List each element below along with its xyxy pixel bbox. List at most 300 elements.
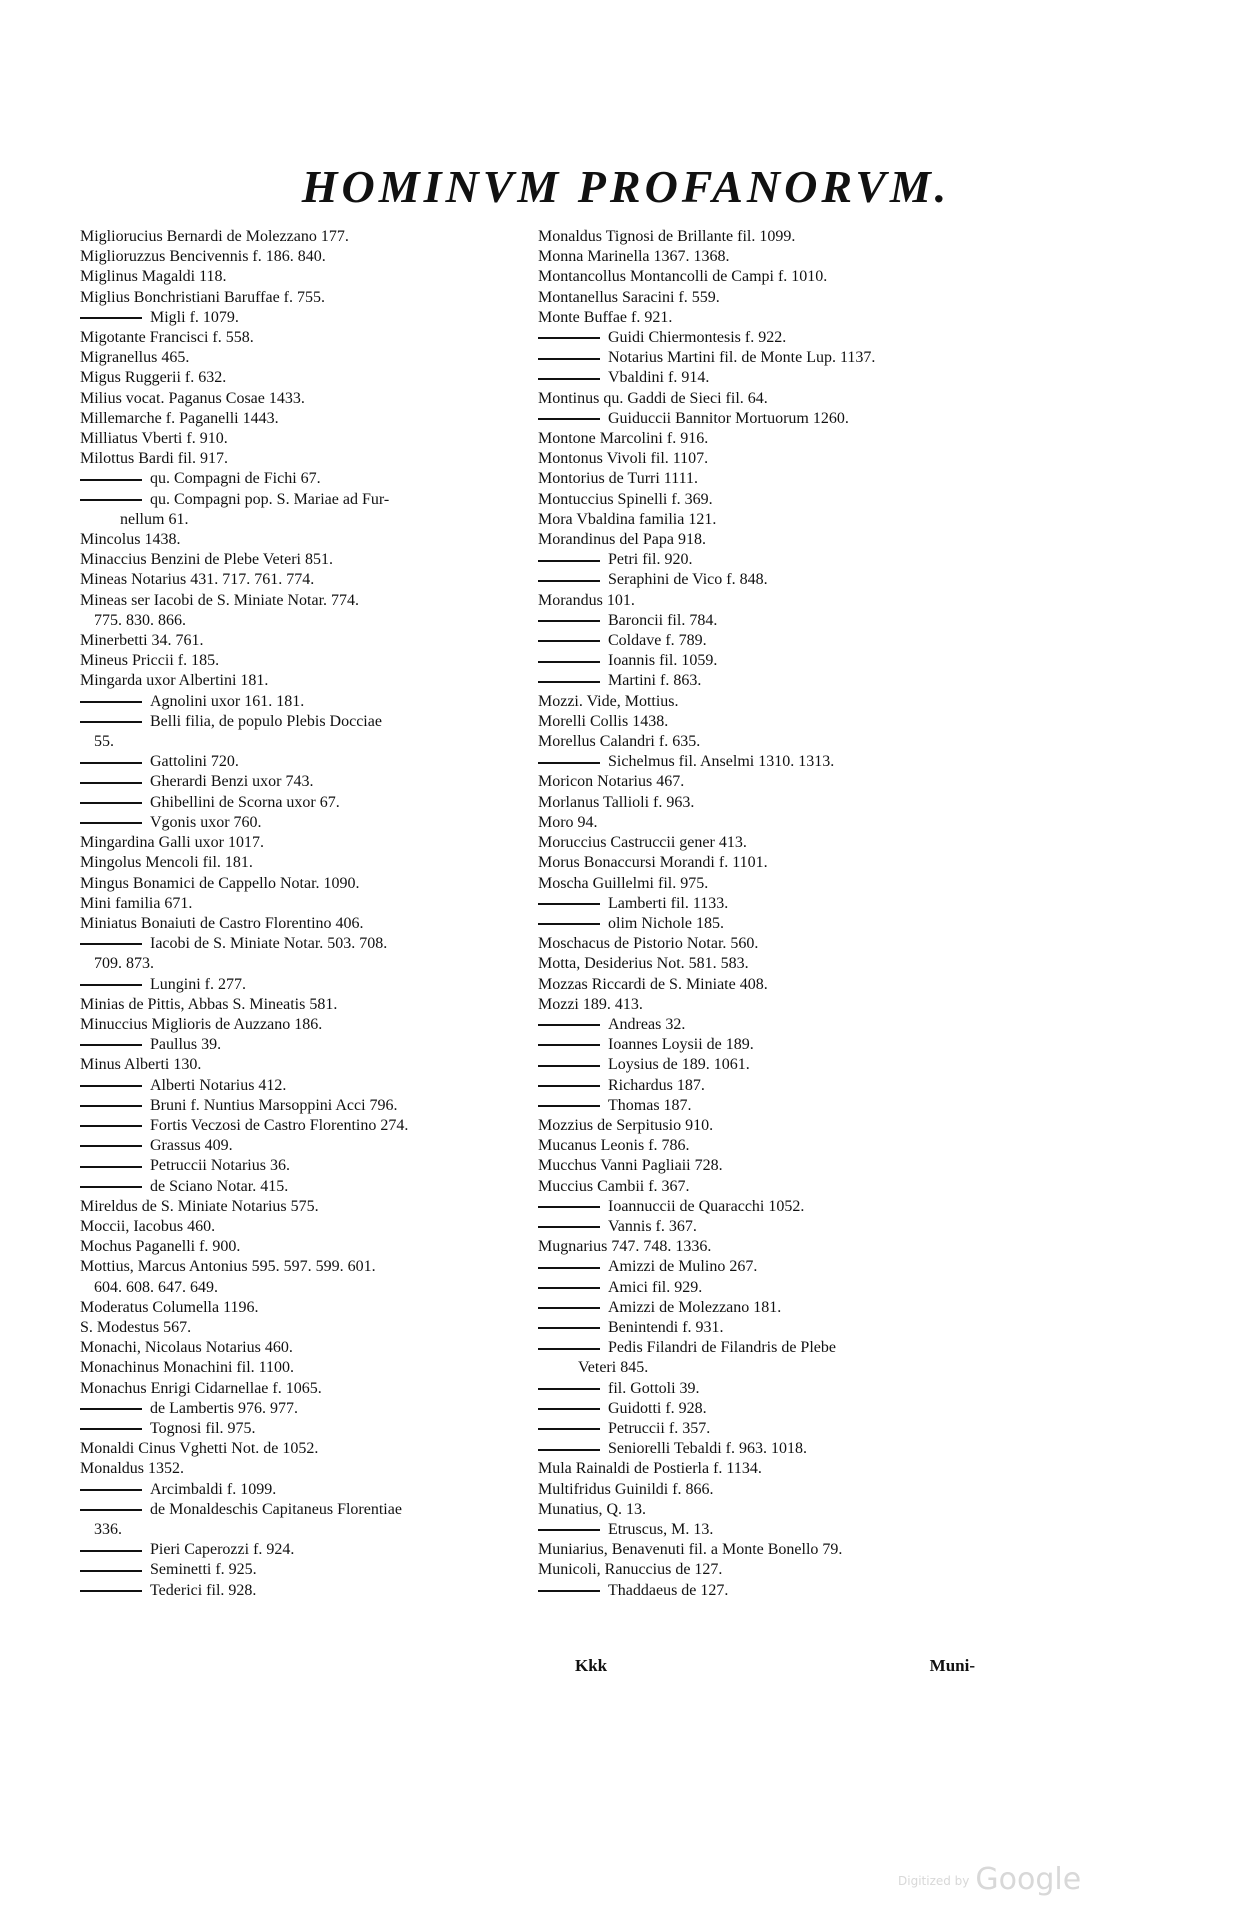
ditto-dash xyxy=(538,1206,600,1208)
index-entry xyxy=(538,1136,983,1156)
index-entry xyxy=(80,1035,520,1055)
index-entry xyxy=(538,227,983,247)
index-entry xyxy=(538,995,983,1015)
entry-text: Migus Ruggerii f. 632. xyxy=(80,369,227,387)
entry-text: Mineas Notarius 431. 717. 761. 774. xyxy=(80,571,315,589)
index-entry xyxy=(538,1379,983,1399)
index-entry xyxy=(80,1540,520,1560)
entry-text: Andreas 32. xyxy=(608,1015,686,1033)
entry-text: Munatius, Q. 13. xyxy=(538,1500,646,1518)
entry-text: Montonus Vivoli fil. 1107. xyxy=(538,450,709,468)
page-footer xyxy=(575,1656,975,1682)
ditto-dash xyxy=(80,701,142,703)
ditto-dash xyxy=(80,1125,142,1127)
ditto-dash xyxy=(538,1105,600,1107)
index-entry xyxy=(80,247,520,267)
index-entry xyxy=(538,510,983,530)
index-entry xyxy=(80,510,520,530)
index-entry xyxy=(80,1197,520,1217)
entry-text: Monaldus Tignosi de Brillante fil. 1099. xyxy=(538,228,796,245)
entry-text: Veteri 845. xyxy=(578,1359,649,1377)
entry-text: Mozzius de Serpitusio 910. xyxy=(538,1116,714,1134)
entry-text: Vannis f. 367. xyxy=(608,1217,697,1235)
entry-text: Bruni f. Nuntius Marsoppini Acci 796. xyxy=(150,1096,398,1114)
ditto-dash xyxy=(538,418,600,420)
entry-text: Mini familia 671. xyxy=(80,894,193,912)
index-entry xyxy=(538,288,983,308)
entry-text: Migranellus 465. xyxy=(80,349,190,367)
index-entry xyxy=(538,1540,983,1560)
index-entry xyxy=(538,914,983,934)
entry-text: Ioannuccii de Quaracchi 1052. xyxy=(608,1197,805,1215)
index-entry xyxy=(80,1318,520,1338)
index-entry xyxy=(80,793,520,813)
index-entry xyxy=(538,1399,983,1419)
watermark-prefix: Digitized by xyxy=(898,1873,970,1888)
entry-text: Miglius Bonchristiani Baruffae f. 755. xyxy=(80,288,325,306)
entry-text: Morandinus del Papa 918. xyxy=(538,531,706,549)
ditto-dash xyxy=(538,1287,600,1289)
index-entry xyxy=(80,894,520,914)
ditto-dash xyxy=(80,1408,142,1410)
entry-text: Sichelmus fil. Anselmi 1310. 1313. xyxy=(608,753,835,771)
index-entry xyxy=(538,1480,983,1500)
index-entry xyxy=(80,1096,520,1116)
entry-text: Monachus Enrigi Cidarnellae f. 1065. xyxy=(80,1379,322,1397)
index-entry xyxy=(80,1419,520,1439)
entry-text: Mingarda uxor Albertini 181. xyxy=(80,672,269,690)
entry-text: Mingolus Mencoli fil. 181. xyxy=(80,854,253,872)
ditto-dash xyxy=(538,1044,600,1046)
index-entry xyxy=(538,1096,983,1116)
entry-text: Milottus Bardi fil. 917. xyxy=(80,450,228,468)
entry-text: Amizzi de Molezzano 181. xyxy=(608,1298,782,1316)
index-entry xyxy=(538,1419,983,1439)
ditto-dash xyxy=(538,1408,600,1410)
entry-text: Monaldus 1352. xyxy=(80,1460,184,1478)
index-entry xyxy=(80,591,520,611)
index-entry xyxy=(80,1136,520,1156)
index-entry xyxy=(80,1217,520,1237)
ditto-dash xyxy=(80,1085,142,1087)
entry-text: Fortis Veczosi de Castro Florentino 274. xyxy=(150,1116,409,1134)
index-entry xyxy=(80,934,520,954)
entry-text: Gattolini 720. xyxy=(150,753,239,771)
entry-text: Thaddaeus de 127. xyxy=(608,1581,729,1599)
index-entry xyxy=(538,954,983,974)
entry-text: Minerbetti 34. 761. xyxy=(80,632,204,650)
index-entry xyxy=(538,1237,983,1257)
entry-text: Mucchus Vanni Pagliaii 728. xyxy=(538,1157,723,1175)
index-entry xyxy=(538,1116,983,1136)
index-entry xyxy=(538,793,983,813)
index-entry xyxy=(538,853,983,873)
entry-text: Montuccius Spinelli f. 369. xyxy=(538,490,713,508)
entry-text: Motta, Desiderius Not. 581. 583. xyxy=(538,955,749,973)
ditto-dash xyxy=(80,822,142,824)
index-entry xyxy=(80,308,520,328)
index-entry xyxy=(538,591,983,611)
index-entry xyxy=(80,1480,520,1500)
entry-text: Thomas 187. xyxy=(608,1096,692,1114)
entry-text: de Monaldeschis Capitaneus Florentiae xyxy=(150,1500,402,1518)
index-entry xyxy=(80,732,520,752)
ditto-dash xyxy=(538,1267,600,1269)
index-entry xyxy=(80,530,520,550)
ditto-dash xyxy=(538,620,600,622)
entry-text: Petruccii Notarius 36. xyxy=(150,1157,290,1175)
entry-text: Minus Alberti 130. xyxy=(80,1056,202,1074)
ditto-dash xyxy=(80,1509,142,1511)
index-entry xyxy=(80,368,520,388)
index-entry xyxy=(80,975,520,995)
entry-text: de Sciano Notar. 415. xyxy=(150,1177,289,1195)
ditto-dash xyxy=(80,1428,142,1430)
entry-text: Amizzi de Mulino 267. xyxy=(608,1258,758,1276)
entry-text: Lungini f. 277. xyxy=(150,975,246,993)
entry-text: Muniarius, Benavenuti fil. a Monte Bonello 79. xyxy=(538,1541,843,1559)
index-entry xyxy=(538,308,983,328)
entry-text: Migli f. 1079. xyxy=(150,308,239,326)
entry-text: Paullus 39. xyxy=(150,1036,222,1054)
entry-text: 604. 608. 647. 649. xyxy=(94,1278,218,1296)
entry-text: Monachinus Monachini fil. 1100. xyxy=(80,1359,295,1377)
entry-text: Morus Bonaccursi Morandi f. 1101. xyxy=(538,854,768,872)
entry-text: Morellus Calandri f. 635. xyxy=(538,733,701,751)
ditto-dash xyxy=(538,1085,600,1087)
index-entry xyxy=(538,247,983,267)
entry-text: Tognosi fil. 975. xyxy=(150,1419,256,1437)
entry-text: qu. Compagni de Fichi 67. xyxy=(150,470,321,488)
index-entry xyxy=(538,1055,983,1075)
entry-text: Richardus 187. xyxy=(608,1076,705,1094)
index-entry xyxy=(538,1156,983,1176)
entry-text: Guiduccii Bannitor Mortuorum 1260. xyxy=(608,409,849,427)
index-entry xyxy=(538,469,983,489)
ditto-dash xyxy=(538,640,600,642)
index-entry xyxy=(538,1358,983,1378)
entry-text: 336. xyxy=(94,1521,122,1538)
entry-text: Ioannis fil. 1059. xyxy=(608,652,718,670)
index-entry xyxy=(538,1217,983,1237)
index-entry xyxy=(80,429,520,449)
entry-text: 55. xyxy=(94,733,114,751)
entry-text: Muccius Cambii f. 367. xyxy=(538,1177,690,1195)
entry-text: Montinus qu. Gaddi de Sieci fil. 64. xyxy=(538,389,768,407)
entry-text: Morlanus Tallioli f. 963. xyxy=(538,793,695,811)
ditto-dash xyxy=(538,903,600,905)
index-entry xyxy=(80,1156,520,1176)
ditto-dash xyxy=(538,1065,600,1067)
index-entry xyxy=(80,954,520,974)
entry-text: Pedis Filandri de Filandris de Plebe xyxy=(608,1339,836,1357)
index-entry xyxy=(538,651,983,671)
entry-text: de Lambertis 976. 977. xyxy=(150,1399,298,1417)
entry-text: Montone Marcolini f. 916. xyxy=(538,430,709,448)
entry-text: 775. 830. 866. xyxy=(94,611,186,629)
index-entry xyxy=(538,1177,983,1197)
ditto-dash xyxy=(80,479,142,481)
index-entry xyxy=(80,1399,520,1419)
ditto-dash xyxy=(538,1226,600,1228)
index-entry xyxy=(538,1439,983,1459)
index-entry xyxy=(538,611,983,631)
ditto-dash xyxy=(538,1449,600,1451)
index-entry xyxy=(80,813,520,833)
entry-text: S. Modestus 567. xyxy=(80,1318,192,1336)
index-entry xyxy=(80,833,520,853)
ditto-dash xyxy=(538,560,600,562)
entry-text: Mineus Priccii f. 185. xyxy=(80,652,220,670)
index-entry xyxy=(538,813,983,833)
index-entry xyxy=(80,328,520,348)
entry-text: Monaldi Cinus Vghetti Not. de 1052. xyxy=(80,1440,319,1458)
index-entry xyxy=(538,1298,983,1318)
entry-text: Moruccius Castruccii gener 413. xyxy=(538,834,747,852)
ditto-dash xyxy=(538,1327,600,1329)
index-entry xyxy=(538,712,983,732)
ditto-dash xyxy=(80,1105,142,1107)
index-entry xyxy=(80,490,520,510)
ditto-dash xyxy=(80,802,142,804)
index-entry xyxy=(538,1278,983,1298)
index-entry xyxy=(80,1500,520,1520)
index-entry xyxy=(538,1257,983,1277)
index-entry xyxy=(80,752,520,772)
ditto-dash xyxy=(538,1024,600,1026)
index-entry xyxy=(538,1560,983,1580)
entry-text: Seniorelli Tebaldi f. 963. 1018. xyxy=(608,1440,807,1458)
entry-text: Moro 94. xyxy=(538,813,598,831)
ditto-dash xyxy=(538,923,600,925)
index-entry xyxy=(80,1177,520,1197)
entry-text: Minuccius Miglioris de Auzzano 186. xyxy=(80,1015,323,1033)
entry-text: Minaccius Benzini de Plebe Veteri 851. xyxy=(80,551,333,569)
index-entry xyxy=(80,772,520,792)
index-entry xyxy=(538,1500,983,1520)
entry-text: Moccii, Iacobus 460. xyxy=(80,1217,216,1235)
index-entry xyxy=(538,328,983,348)
index-entry xyxy=(538,732,983,752)
index-entry xyxy=(538,368,983,388)
entry-text: Mozzi 189. 413. xyxy=(538,995,643,1013)
index-entry xyxy=(80,288,520,308)
entry-text: Moscha Guillelmi fil. 975. xyxy=(538,874,709,892)
index-entry xyxy=(80,1358,520,1378)
ditto-dash xyxy=(80,943,142,945)
index-entry xyxy=(80,712,520,732)
index-entry xyxy=(538,1520,983,1540)
index-entry xyxy=(80,550,520,570)
ditto-dash xyxy=(80,1044,142,1046)
index-entry xyxy=(80,570,520,590)
entry-text: Arcimbaldi f. 1099. xyxy=(150,1480,277,1498)
ditto-dash xyxy=(538,378,600,380)
index-entry xyxy=(80,1116,520,1136)
index-entry xyxy=(538,409,983,429)
index-entry xyxy=(80,389,520,409)
index-entry xyxy=(538,530,983,550)
index-entry xyxy=(80,853,520,873)
index-entry xyxy=(80,692,520,712)
ditto-dash xyxy=(538,1590,600,1592)
entry-text: Montanellus Saracini f. 559. xyxy=(538,288,720,306)
index-entry xyxy=(80,611,520,631)
index-entry xyxy=(80,1237,520,1257)
entry-text: Milius vocat. Paganus Cosae 1433. xyxy=(80,389,305,407)
index-entry xyxy=(538,267,983,287)
index-entry xyxy=(80,874,520,894)
index-entry xyxy=(538,429,983,449)
entry-text: Moderatus Columella 1196. xyxy=(80,1298,259,1316)
ditto-dash xyxy=(538,580,600,582)
index-entry xyxy=(538,1459,983,1479)
index-entry xyxy=(538,1581,983,1601)
index-entry xyxy=(538,631,983,651)
index-entry xyxy=(538,1035,983,1055)
right-column xyxy=(538,227,983,1601)
index-entry xyxy=(538,934,983,954)
entry-text: Ioannes Loysii de 189. xyxy=(608,1036,754,1054)
index-entry xyxy=(538,894,983,914)
entry-text: 709. 873. xyxy=(94,955,154,973)
ditto-dash xyxy=(80,984,142,986)
index-entry xyxy=(80,914,520,934)
entry-text: Agnolini uxor 161. 181. xyxy=(150,692,305,710)
index-entry xyxy=(538,975,983,995)
entry-text: Baroncii fil. 784. xyxy=(608,611,718,629)
ditto-dash xyxy=(80,317,142,319)
ditto-dash xyxy=(538,1529,600,1531)
entry-text: Gherardi Benzi uxor 743. xyxy=(150,773,314,791)
index-entry xyxy=(538,389,983,409)
entry-text: Miniatus Bonaiuti de Castro Florentino 406. xyxy=(80,914,364,932)
ditto-dash xyxy=(538,681,600,683)
entry-text: Mincolus 1438. xyxy=(80,531,181,549)
entry-text: Seminetti f. 925. xyxy=(150,1561,257,1579)
index-entry xyxy=(538,1197,983,1217)
ditto-dash xyxy=(80,1550,142,1552)
index-entry xyxy=(538,1318,983,1338)
index-entry xyxy=(538,490,983,510)
index-entry xyxy=(538,692,983,712)
index-entry xyxy=(80,995,520,1015)
entry-text: fil. Gottoli 39. xyxy=(608,1379,700,1397)
entry-text: Ghibellini de Scorna uxor 67. xyxy=(150,793,340,811)
index-entry xyxy=(80,1459,520,1479)
ditto-dash xyxy=(80,762,142,764)
entry-text: qu. Compagni pop. S. Mariae ad Fur- xyxy=(150,490,390,508)
entry-text: Miglioruzzus Bencivennis f. 186. 840. xyxy=(80,248,326,266)
entry-text: Migotante Francisci f. 558. xyxy=(80,329,254,347)
entry-text: Municoli, Ranuccius de 127. xyxy=(538,1561,723,1579)
entry-text: Mora Vbaldina familia 121. xyxy=(538,510,717,528)
entry-text: Belli filia, de populo Plebis Docciae xyxy=(150,712,382,730)
entry-text: Moricon Notarius 467. xyxy=(538,773,685,791)
entry-text: Mineas ser Iacobi de S. Miniate Notar. 774. xyxy=(80,591,360,609)
entry-text: Petri fil. 920. xyxy=(608,551,693,569)
entry-text: Coldave f. 789. xyxy=(608,632,707,650)
catchword: Muni- xyxy=(929,1656,975,1675)
index-entry xyxy=(80,469,520,489)
index-entry xyxy=(80,348,520,368)
entry-text: Montorius de Turri 1111. xyxy=(538,470,699,488)
entry-text: Multifridus Guinildi f. 866. xyxy=(538,1480,714,1498)
entry-text: Morandus 101. xyxy=(538,591,635,609)
index-entry xyxy=(80,1278,520,1298)
index-entry xyxy=(80,409,520,429)
index-entry xyxy=(80,227,520,247)
entry-text: Amici fil. 929. xyxy=(608,1278,703,1296)
entry-text: Lamberti fil. 1133. xyxy=(608,894,729,912)
index-entry xyxy=(80,1379,520,1399)
entry-text: Martini f. 863. xyxy=(608,672,702,690)
entry-text: Tederici fil. 928. xyxy=(150,1581,257,1599)
entry-text: Iacobi de S. Miniate Notar. 503. 708. xyxy=(150,935,388,953)
ditto-dash xyxy=(538,337,600,339)
index-entry xyxy=(80,1560,520,1580)
index-entry xyxy=(538,550,983,570)
entry-text: nellum 61. xyxy=(120,510,189,528)
index-entry xyxy=(80,631,520,651)
index-entry xyxy=(538,348,983,368)
entry-text: Notarius Martini fil. de Monte Lup. 1137. xyxy=(608,349,876,367)
index-entry xyxy=(538,1338,983,1358)
index-entry xyxy=(80,651,520,671)
ditto-dash xyxy=(538,358,600,360)
ditto-dash xyxy=(80,1590,142,1592)
ditto-dash xyxy=(538,661,600,663)
ditto-dash xyxy=(80,1145,142,1147)
index-entry xyxy=(538,752,983,772)
ditto-dash xyxy=(538,1348,600,1350)
index-entry xyxy=(80,1055,520,1075)
signature-mark: Kkk xyxy=(575,1656,608,1675)
index-entry xyxy=(80,449,520,469)
ditto-dash xyxy=(80,721,142,723)
index-entry xyxy=(80,1581,520,1601)
entry-text: Loysius de 189. 1061. xyxy=(608,1056,750,1074)
index-entry xyxy=(538,833,983,853)
entry-text: Mula Rainaldi de Postierla f. 1134. xyxy=(538,1460,762,1478)
index-entry xyxy=(80,1015,520,1035)
entry-text: Pieri Caperozzi f. 924. xyxy=(150,1541,295,1559)
ditto-dash xyxy=(538,1428,600,1430)
entry-text: Seraphini de Vico f. 848. xyxy=(608,571,768,589)
watermark-brand: Google xyxy=(975,1862,1082,1897)
entry-text: Guidotti f. 928. xyxy=(608,1399,707,1417)
ditto-dash xyxy=(80,1489,142,1491)
entry-text: Monachi, Nicolaus Notarius 460. xyxy=(80,1339,293,1357)
left-column xyxy=(80,227,520,1601)
index-entry xyxy=(80,1338,520,1358)
entry-text: Guidi Chiermontesis f. 922. xyxy=(608,329,787,347)
entry-text: olim Nichole 185. xyxy=(608,914,724,932)
entry-text: Migliorucius Bernardi de Molezzano 177. xyxy=(80,228,349,245)
entry-text: Vbaldini f. 914. xyxy=(608,369,710,387)
ditto-dash xyxy=(538,1388,600,1390)
entry-text: Mugnarius 747. 748. 1336. xyxy=(538,1238,712,1256)
entry-text: Moschacus de Pistorio Notar. 560. xyxy=(538,935,759,953)
ditto-dash xyxy=(80,782,142,784)
entry-text: Minias de Pittis, Abbas S. Mineatis 581. xyxy=(80,995,338,1013)
entry-text: Vgonis uxor 760. xyxy=(150,813,262,831)
ditto-dash xyxy=(538,762,600,764)
page-title: HOMINVM PROFANORVM. xyxy=(301,161,951,212)
ditto-dash xyxy=(538,1307,600,1309)
entry-text: Mingus Bonamici de Cappello Notar. 1090. xyxy=(80,874,360,892)
entry-text: Mireldus de S. Miniate Notarius 575. xyxy=(80,1197,319,1215)
